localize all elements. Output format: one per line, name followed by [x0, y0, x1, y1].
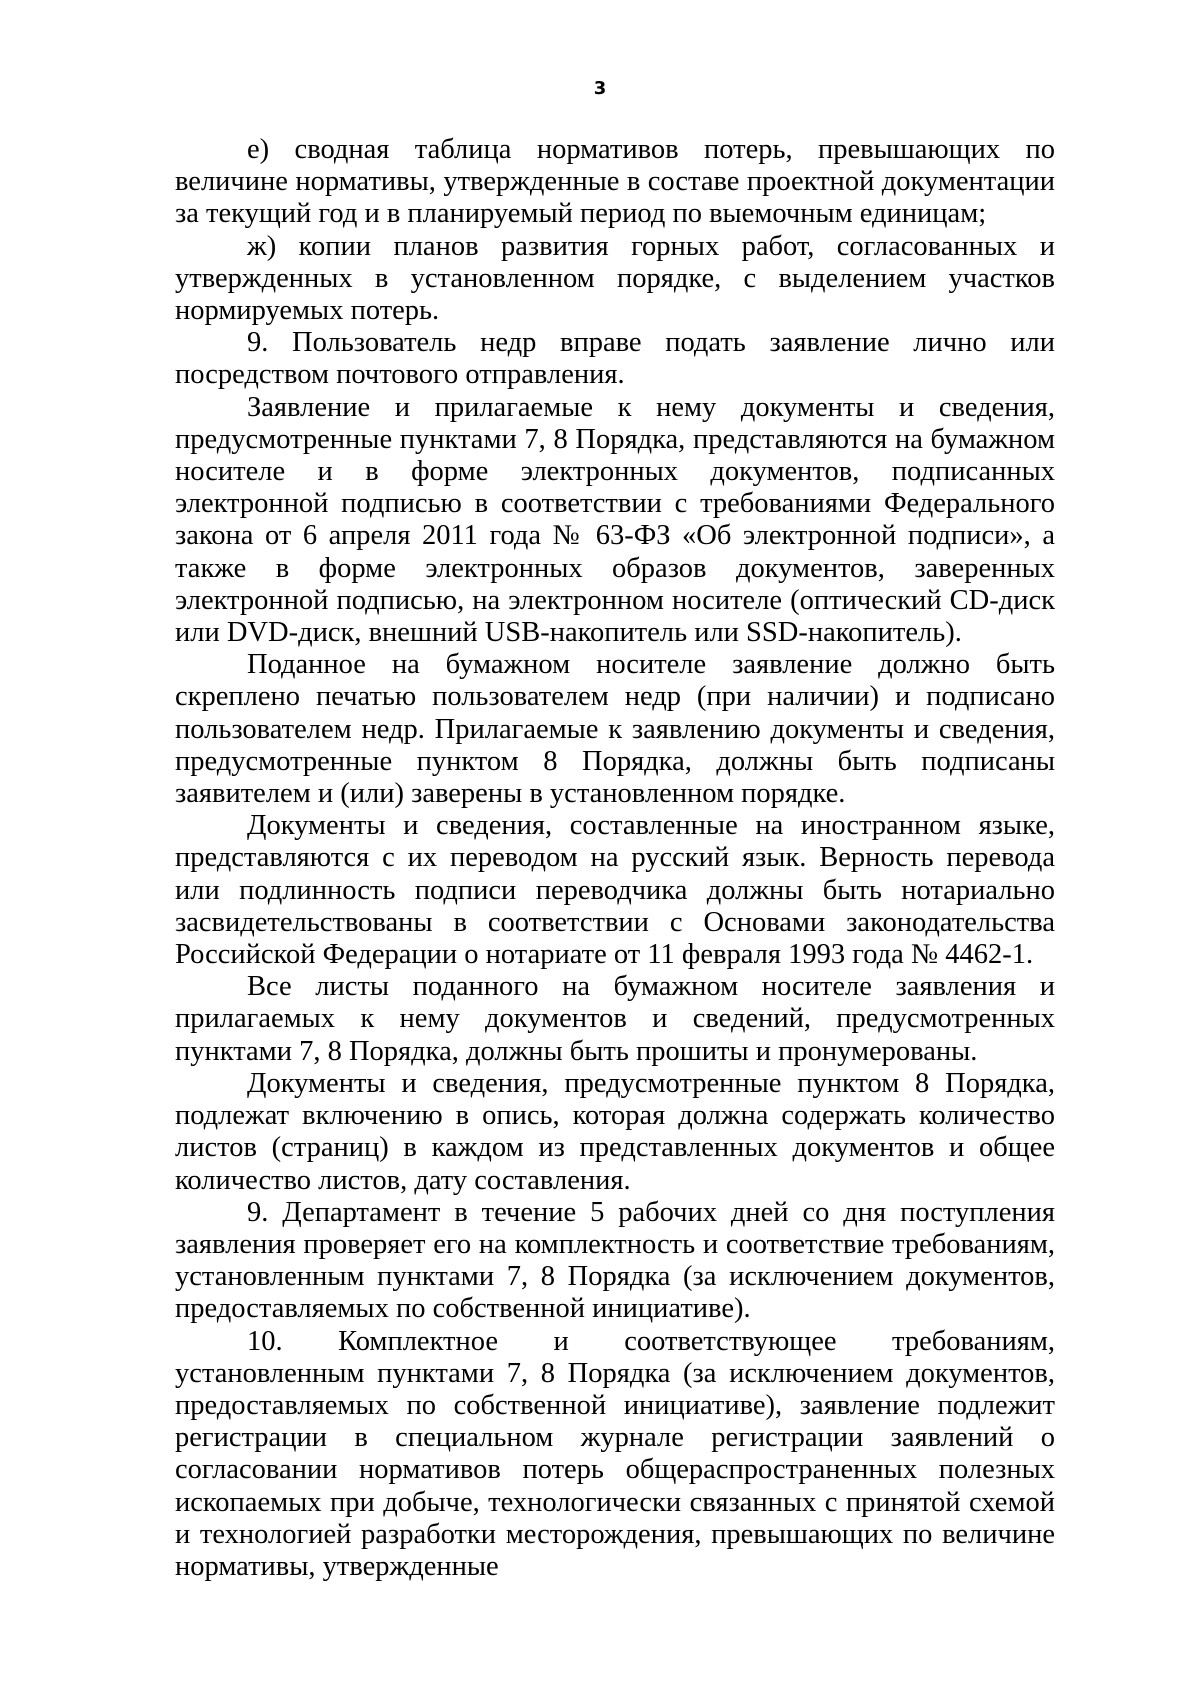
paragraph-item-zh: ж) копии планов развития горных работ, согласованных и утвержденных в установленном порядке, с выделением участков нормируемых потерь. [175, 230, 1055, 327]
paragraph-sheets-bound: Все листы поданного на бумажном носителе заявления и прилагаемых к нему документов и сведений, предусмотренных пунктами 7, 8 Порядка, должны быть прошиты и пронумерованы. [175, 971, 1055, 1067]
document-body [175, 134, 1055, 1583]
paragraph-item-e: е) сводная таблица нормативов потерь, превышающих по величине нормативы, утвержденные в составе проектной документации за текущий год и в планируемый период по выемочным единицам; [175, 134, 1055, 230]
paragraph-clause-9-submission: 9. Пользователь недр вправе подать заявление лично или посредством почтового отправления. [175, 327, 1055, 391]
paragraph-paper-application: Поданное на бумажном носителе заявление должно быть скреплено печатью пользователем недр (при наличии) и подписано пользователем недр. Прилагаемые к заявлению документы и сведения, предусмотренные пунктом 8 Порядка, должны быть подписаны заявителем и (или) заверены в установленном порядке. [175, 649, 1055, 810]
paragraph-clause-9-department: 9. Департамент в течение 5 рабочих дней со дня поступления заявления проверяет его на комплектность и соответствие требованиям, установленным пунктами 7, 8 Порядка (за исключением документов, предоставляемых по собственной инициативе). [175, 1196, 1055, 1325]
paragraph-foreign-language: Документы и сведения, составленные на иностранном языке, представляются с их переводом на русский язык. Верность перевода или подлинность подписи переводчика должны быть нотариально засвидетельствованы в соответствии с Основами законодательства Российской Федерации о нотариате от 11 февраля 1993 года № 4462-1. [175, 810, 1055, 971]
page-number: 3 [593, 78, 607, 99]
paragraph-inventory: Документы и сведения, предусмотренные пунктом 8 Порядка, подлежат включению в опись, которая должна содержать количество листов (страниц) в каждом из представленных документов и общее количество листов, дату составления. [175, 1067, 1055, 1196]
paragraph-electronic-documents: Заявление и прилагаемые к нему документы и сведения, предусмотренные пунктами 7, 8 Порядка, представляются на бумажном носителе и в форме электронных документов, подписанных электронной подписью в соответствии с требованиями Федерального закона от 6 апреля 2011 года № 63-ФЗ «Об электронной подписи», а также в форме электронных образов документов, заверенных электронной подписью, на электронном носителе (оптический CD-диск или DVD-диск, внешний USB-накопитель или SSD-накопитель). [175, 391, 1055, 649]
paragraph-clause-10-registration: 10. Комплектное и соответствующее требованиям, установленным пунктами 7, 8 Порядка (за исключением документов, предоставляемых по собственной инициативе), заявление подлежит регистрации в специальном журнале регистрации заявлений о согласовании нормативов потерь общераспространенных полезных ископаемых при добыче, технологически связанных с принятой схемой и технологией разработки месторождения, превышающих по величине нормативы, утвержденные [175, 1325, 1055, 1582]
